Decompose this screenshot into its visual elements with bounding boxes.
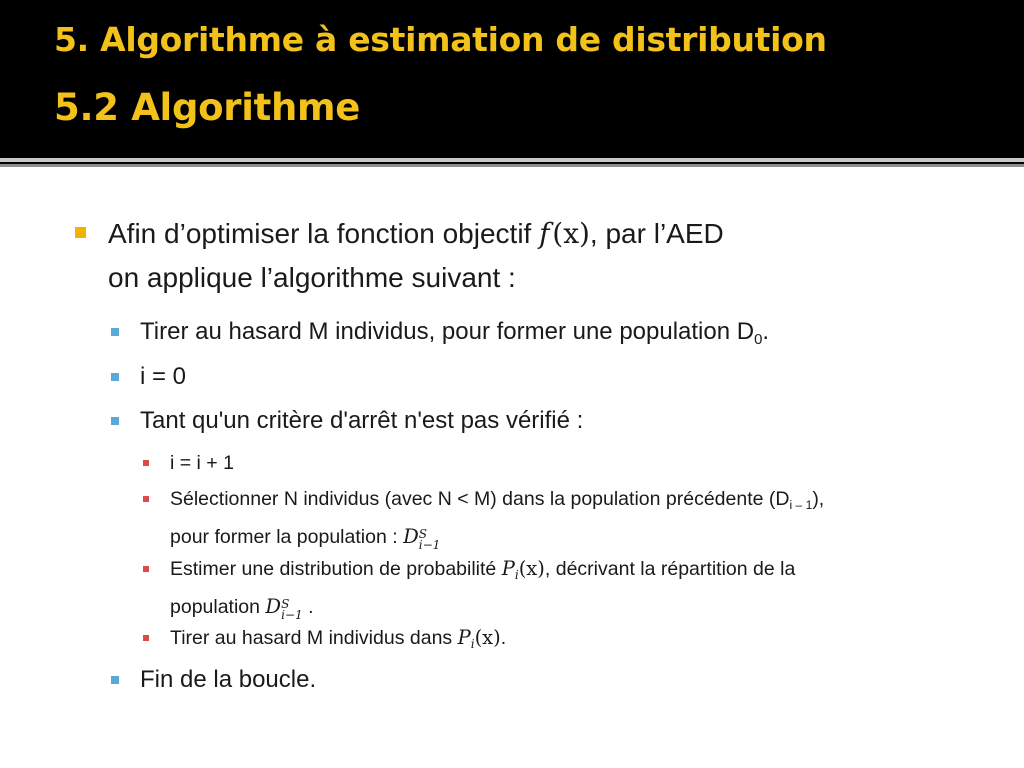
math-d-s-i-1: D S i−1 xyxy=(403,525,441,552)
square-bullet-icon xyxy=(143,496,149,502)
square-bullet-icon xyxy=(75,227,86,238)
square-bullet-icon xyxy=(143,460,149,466)
math-pi-x: $P_i(x)$ xyxy=(501,557,545,583)
title-divider-light xyxy=(0,158,1024,162)
square-bullet-icon xyxy=(111,417,119,425)
slide-subtitle: 5.2 Algorithme xyxy=(54,86,361,129)
slide-title: 5. Algorithme à estimation de distribution xyxy=(54,20,827,59)
square-bullet-icon xyxy=(111,373,119,381)
bullet-increment: i = i + 1 xyxy=(170,447,990,479)
title-band xyxy=(0,0,1024,158)
bullet-select: Sélectionner N individus (avec N < M) dans la population précédente $(D_{i - 1})$, pour former la population : D S i−1 xyxy=(170,483,990,553)
math-f: f (x) xyxy=(539,217,590,250)
bullet-tirer-pi: Tirer au hasard M individus dans $P_i(x)$. xyxy=(170,622,990,660)
square-bullet-icon xyxy=(111,328,119,336)
bullet-tirer-init: Tirer au hasard M individus, pour former une population $D_0$. xyxy=(140,316,980,356)
bullet-intro xyxy=(108,212,978,300)
square-bullet-icon xyxy=(111,676,119,684)
intro-text-a: Afin d’optimiser la fonction objectif xyxy=(108,218,540,249)
bullet-estimer: Estimer une distribution de probabilité $P_i(x)$, décrivant la répartition de la population D S i−1 . xyxy=(170,553,990,623)
bullet-tant-que: Tant qu'un critère d'arrêt n'est pas vérifié : xyxy=(140,405,980,437)
math-pi-x: $P_i(x)$ xyxy=(457,626,501,652)
square-bullet-icon xyxy=(143,566,149,572)
intro-text-b: , par l’AED xyxy=(589,218,724,249)
math-d-s-i-1: D S i−1 xyxy=(265,595,303,622)
slide-body xyxy=(0,167,1024,768)
intro-line2: on applique l’algorithme suivant : xyxy=(108,262,516,293)
square-bullet-icon xyxy=(143,635,149,641)
bullet-init-i: i = 0 xyxy=(140,361,980,393)
bullet-fin: Fin de la boucle. xyxy=(140,664,980,696)
